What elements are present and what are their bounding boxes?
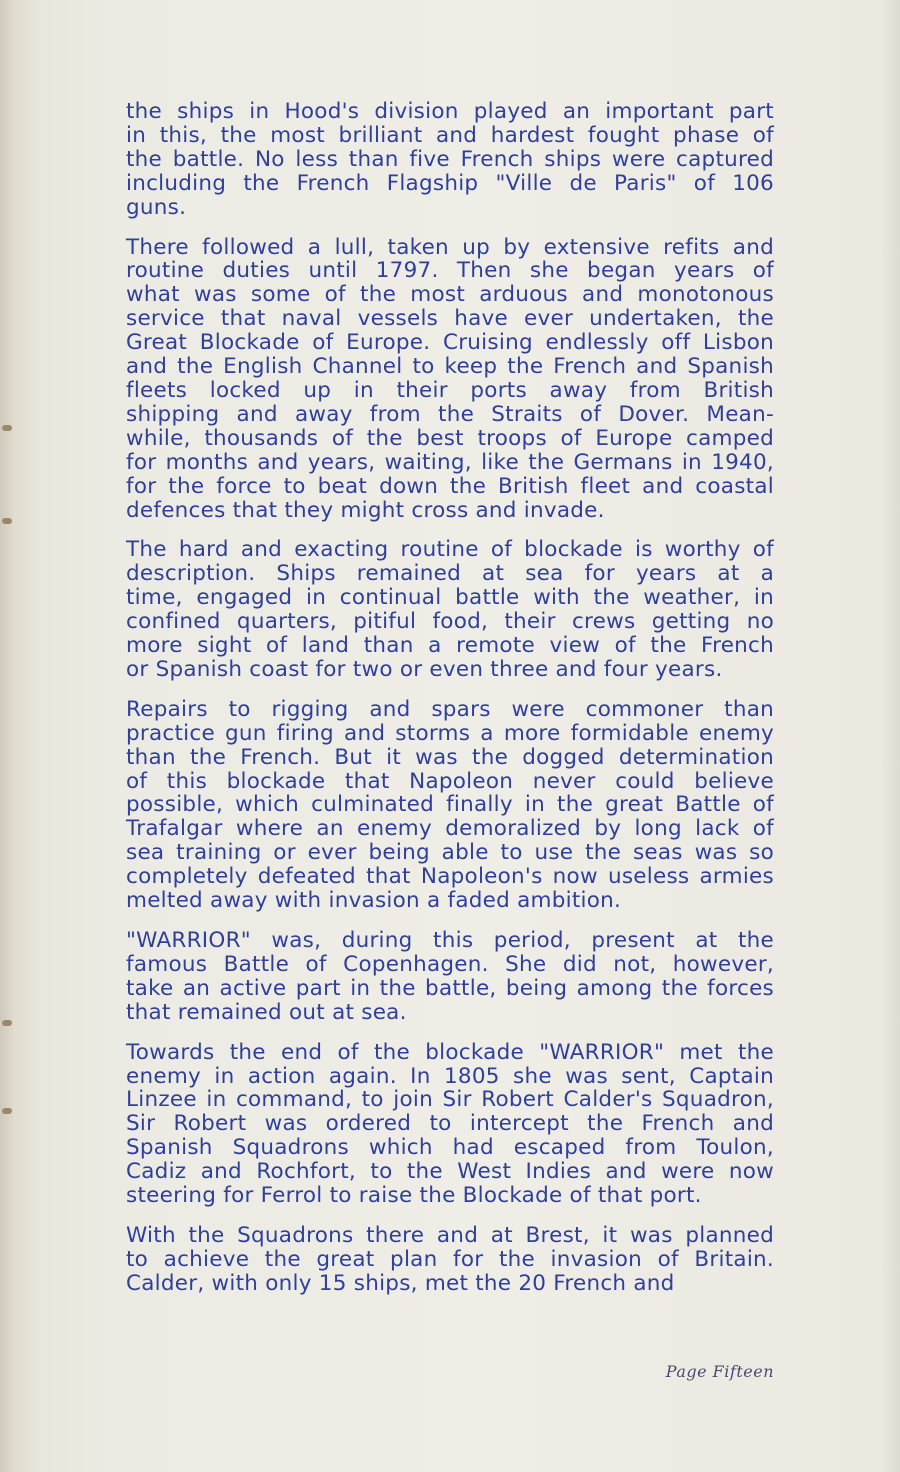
text-line: or Spanish coast for two or even three and four years.: [126, 656, 723, 682]
binding-stitch: [2, 518, 12, 524]
text-line: melted away with invasion a faded ambition.: [126, 888, 622, 914]
text-line: Spanish Squadrons which had escaped from Toulon,: [126, 1135, 774, 1161]
text-line: service that naval vessels have ever undertaken, the: [126, 306, 774, 332]
text-line: for the force to beat down the British fleet and coastal: [126, 473, 774, 499]
text-line: routine duties until 1797. Then she began years of: [126, 258, 774, 284]
text-line: Towards the end of the blockade "WARRIOR" met the: [126, 1039, 774, 1065]
paragraph: [126, 236, 774, 523]
text-line: enemy in action again. In 1805 she was sent, Captain: [126, 1063, 774, 1089]
paragraph: [126, 100, 774, 220]
text-line: of this blockade that Napoleon never could believe: [126, 768, 774, 794]
text-line: Trafalgar where an enemy demoralized by long lack of: [126, 816, 774, 842]
page-number: Page Fifteen: [665, 1362, 774, 1381]
text-line: Great Blockade of Europe. Cruising endlessly off Lisbon: [126, 330, 774, 356]
text-line: famous Battle of Copenhagen. She did not, however,: [126, 951, 774, 977]
text-line: than the French. But it was the dogged determination: [126, 744, 774, 770]
text-line: completely defeated that Napoleon's now useless armies: [126, 864, 774, 890]
binding-stitch: [2, 1108, 12, 1114]
text-line: the ships in Hood's division played an important part: [126, 99, 774, 124]
text-line: time, engaged in continual battle with the weather, in: [126, 585, 774, 611]
text-line: for months and years, waiting, like the Germans in 1940,: [126, 449, 774, 475]
paragraph: [126, 1224, 774, 1296]
text-line: Sir Robert was ordered to intercept the French and: [126, 1111, 774, 1137]
text-line: Linzee in command, to join Sir Robert Calder's Squadron,: [126, 1087, 774, 1113]
text-line: "WARRIOR" was, during this period, present at the: [126, 928, 774, 953]
text-line: in this, the most brilliant and hardest fought phase of: [126, 122, 774, 148]
text-line: including the French Flagship "Ville de Paris" of 106: [126, 170, 774, 196]
text-line: while, thousands of the best troops of Europe camped: [126, 425, 774, 451]
text-line: shipping and away from the Straits of Dover. Mean-: [126, 401, 774, 427]
paragraph: [126, 929, 774, 1025]
text-line: The hard and exacting routine of blockade is worthy of: [126, 537, 774, 563]
text-line: Calder, with only 15 ships, met the 20 French and: [126, 1270, 675, 1296]
text-line: There followed a lull, taken up by extensive refits and: [126, 234, 774, 260]
paragraph: [126, 538, 774, 681]
text-line: confined quarters, pitiful food, their crews getting no: [126, 609, 774, 635]
text-line: possible, which culminated finally in the great Battle of: [126, 792, 774, 818]
text-line: steering for Ferrol to raise the Blockade of that port.: [126, 1183, 702, 1209]
body-text: [126, 100, 774, 1312]
text-line: to achieve the great plan for the invasion of Britain.: [126, 1246, 774, 1272]
text-line: practice gun firing and storms a more formidable enemy: [126, 720, 774, 746]
text-line: Cadiz and Rochfort, to the West Indies and were now: [126, 1159, 774, 1185]
text-line: the battle. No less than five French ships were captured: [126, 146, 774, 172]
text-line: defences that they might cross and invade.: [126, 497, 605, 523]
text-line: what was some of the most arduous and monotonous: [126, 282, 774, 308]
text-line: more sight of land than a remote view of the French: [126, 633, 774, 659]
paragraph: [126, 698, 774, 913]
text-line: description. Ships remained at sea for years at a: [126, 561, 774, 587]
binding-stitch: [2, 425, 12, 431]
text-line: sea training or ever being able to use the seas was so: [126, 840, 774, 866]
page-binding: [0, 0, 16, 1472]
text-line: Repairs to rigging and spars were commoner than: [126, 696, 774, 722]
text-line: and the English Channel to keep the French and Spanish: [126, 354, 774, 380]
binding-stitch: [2, 1020, 12, 1026]
text-line: fleets locked up in their ports away from British: [126, 377, 774, 403]
text-line: take an active part in the battle, being among the forces: [126, 975, 774, 1001]
text-line: With the Squadrons there and at Brest, it was planned: [126, 1222, 774, 1248]
paragraph: [126, 1041, 774, 1208]
text-line: guns.: [126, 194, 187, 220]
text-line: that remained out at sea.: [126, 999, 407, 1025]
